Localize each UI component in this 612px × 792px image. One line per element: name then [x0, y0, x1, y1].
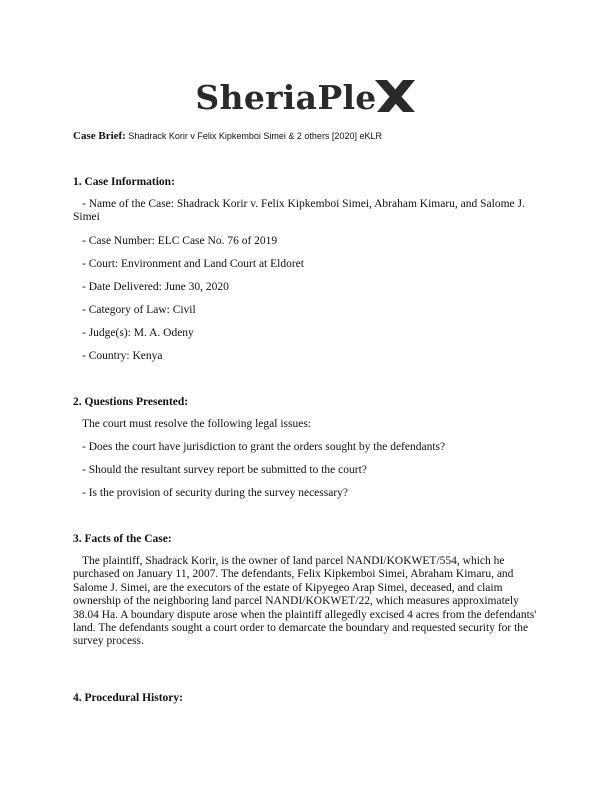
court-line: - Court: Environment and Land Court at Eldoret — [82, 258, 304, 270]
logo-x-mark-icon — [373, 78, 417, 114]
case-brief-header — [73, 130, 382, 142]
case-brief-label: Case Brief: — [73, 130, 126, 142]
section-title-procedural-history: 4. Procedural History: — [73, 692, 183, 704]
date-delivered-line: - Date Delivered: June 30, 2020 — [82, 281, 229, 293]
case-name-line: - Name of the Case: Shadrack Korir v. Felix Kipkemboi Simei, Abraham Kimaru, and Salome J. Simei — [73, 198, 525, 224]
question-item: - Should the resultant survey report be submitted to the court? — [82, 464, 367, 476]
questions-intro: The court must resolve the following legal issues: — [82, 418, 311, 430]
section-title-questions-presented: 2. Questions Presented: — [73, 396, 189, 408]
case-brief-title: Shadrack Korir v Felix Kipkemboi Simei & 2 others [2020] eKLR — [128, 131, 382, 141]
category-line: - Category of Law: Civil — [82, 304, 196, 316]
facts-paragraph: The plaintiff, Shadrack Korir, is the owner of land parcel NANDI/KOKWET/554, which he purchased on January 11, 2007. The defendants, Felix Kipkemboi Simei, Abraham Kimaru, and Salome J. Simei, are the executors of the estate of Kipyegeo Arap Simei, deceased, and claim ownership of the neighboring land parcel NANDI/KOKWET/22, which measures approximately 38.04 Ha. A boundary dispute arose when the plaintiff allegedly excised 4 acres from the defendants' land. The defendants sought a court order to demarcate the boundary and requested security for the survey process. — [73, 555, 537, 648]
section-title-facts: 3. Facts of the Case: — [73, 533, 172, 545]
section-title-case-information: 1. Case Information: — [73, 176, 175, 188]
sheriaplex-logo — [0, 78, 612, 122]
question-item: - Is the provision of security during the survey necessary? — [82, 487, 349, 499]
logo-text: SheriaPle — [195, 78, 377, 117]
judges-line: - Judge(s): M. A. Odeny — [82, 327, 194, 339]
case-number-line: - Case Number: ELC Case No. 76 of 2019 — [82, 235, 278, 247]
question-item: - Does the court have jurisdiction to grant the orders sought by the defendants? — [82, 441, 446, 453]
country-line: - Country: Kenya — [82, 350, 163, 362]
